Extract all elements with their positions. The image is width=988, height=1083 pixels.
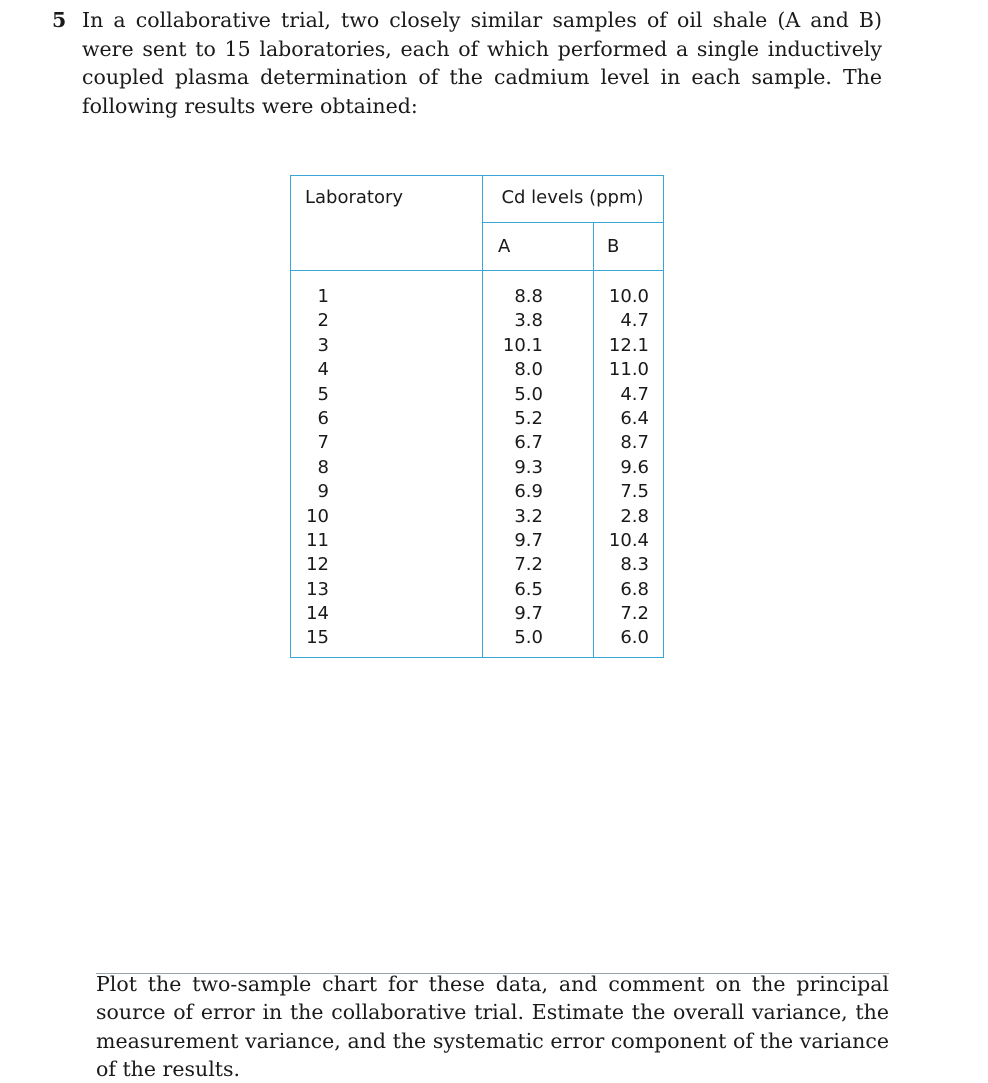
- question-text: Plot the two-sample chart for these data, and comment on the principal source of error in the collaborative trial. Estimate the overall variance, the measurement variance, and the systematic error component of the variance of the results.: [96, 972, 889, 1081]
- laboratory-number: 7: [317, 432, 329, 454]
- sample-b-value: 10.4: [608, 529, 649, 551]
- laboratory-number: 6: [317, 407, 329, 429]
- sample-b-value: 6.4: [620, 407, 649, 429]
- sample-b-value: 4.7: [620, 383, 649, 405]
- sample-a-value: 9.7: [514, 529, 543, 551]
- sample-b-column: [597, 285, 649, 651]
- sample-a-value: 5.0: [514, 383, 543, 405]
- sample-a-column: [495, 285, 543, 651]
- sample-a-value: 5.0: [514, 627, 543, 649]
- sample-a-value: 6.7: [514, 432, 543, 454]
- laboratory-number: 14: [306, 603, 329, 625]
- problem-number: 5: [52, 8, 67, 32]
- sample-a-value: 6.9: [514, 481, 543, 503]
- table-divider: [593, 222, 594, 657]
- laboratory-number: 11: [306, 529, 329, 551]
- table-divider: [482, 176, 483, 657]
- sample-b-value: 7.5: [620, 481, 649, 503]
- sample-a-value: 10.1: [502, 334, 543, 356]
- sample-a-value: 3.2: [514, 505, 543, 527]
- laboratory-number: 5: [317, 383, 329, 405]
- sample-b-value: 8.7: [620, 432, 649, 454]
- sample-b-value: 8.3: [620, 554, 649, 576]
- cadmium-results-table: [290, 175, 664, 658]
- laboratory-number: 1: [317, 286, 329, 307]
- sample-b-value: 6.8: [620, 578, 649, 600]
- laboratory-column: [291, 285, 329, 651]
- sample-a-value: 9.7: [514, 603, 543, 625]
- header-sample-a: A: [498, 236, 511, 257]
- header-cd-levels: Cd levels (ppm): [501, 187, 644, 208]
- sample-b-value: 2.8: [620, 505, 649, 527]
- laboratory-number: 2: [317, 310, 329, 332]
- sample-a-value: 5.2: [514, 407, 543, 429]
- laboratory-number: 13: [306, 578, 329, 600]
- sample-a-value: 7.2: [514, 554, 543, 576]
- table-divider: [291, 270, 663, 271]
- sample-b-value: 11.0: [608, 359, 649, 381]
- sample-a-value: 3.8: [514, 310, 543, 332]
- sample-b-value: 4.7: [620, 310, 649, 332]
- laboratory-number: 10: [306, 505, 329, 527]
- problem-text: In a collaborative trial, two closely similar samples of oil shale (A and B) were sent to 15 laboratories, each of which performed a single inductively coupled plasma determination of the cadmium level in each sample. The following results were obtained:: [82, 8, 882, 118]
- laboratory-number: 15: [306, 627, 329, 649]
- header-sample-b: B: [607, 236, 620, 257]
- sample-a-value: 8.0: [514, 359, 543, 381]
- sample-a-value: 9.3: [514, 456, 543, 478]
- laboratory-number: 3: [317, 334, 329, 356]
- sample-b-value: 6.0: [620, 627, 649, 649]
- laboratory-number: 9: [317, 481, 329, 503]
- sample-b-value: 9.6: [620, 456, 649, 478]
- sample-b-value: 12.1: [608, 334, 649, 356]
- table-divider: [482, 222, 663, 223]
- sample-b-value: 10.0: [608, 286, 649, 307]
- laboratory-number: 8: [317, 456, 329, 478]
- problem-statement: [52, 6, 882, 120]
- sample-a-value: 8.8: [514, 286, 543, 307]
- sample-a-value: 6.5: [514, 578, 543, 600]
- sample-b-value: 7.2: [620, 603, 649, 625]
- laboratory-number: 4: [317, 359, 329, 381]
- laboratory-number: 12: [306, 554, 329, 576]
- header-laboratory: Laboratory: [305, 187, 404, 208]
